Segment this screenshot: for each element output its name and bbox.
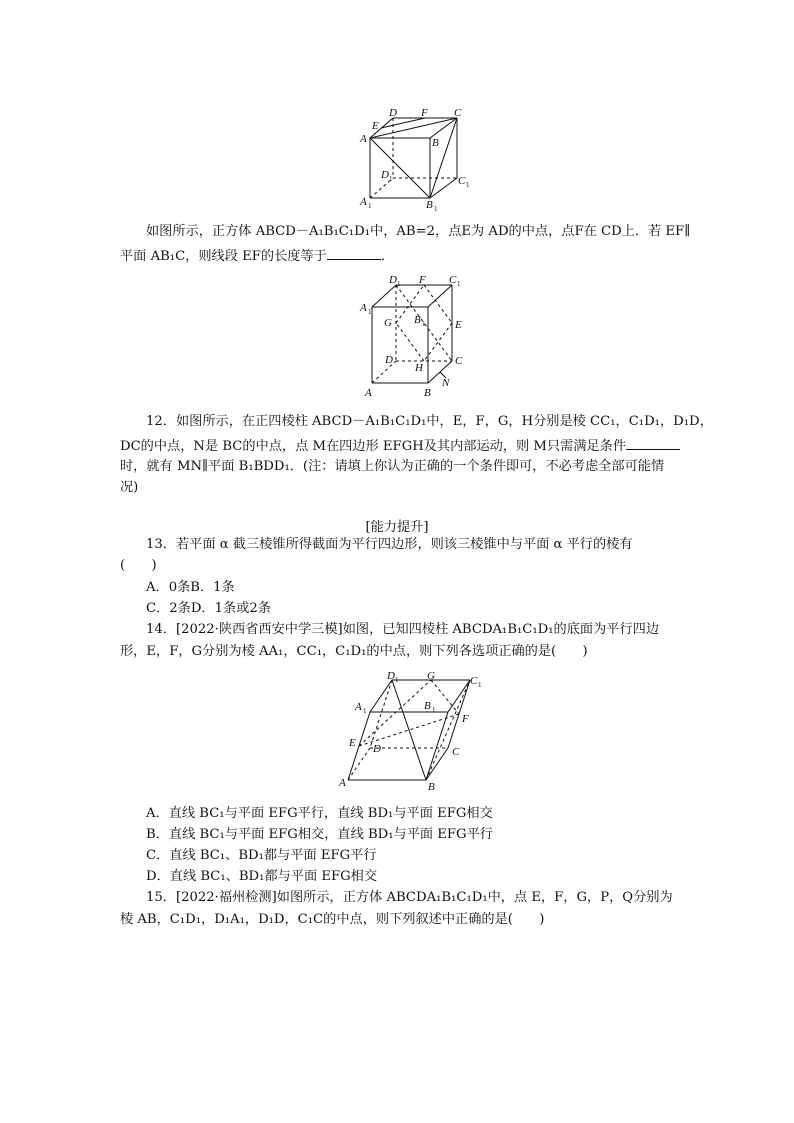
problem-11-line-2-end: ． — [380, 249, 395, 264]
label-H: H — [415, 362, 423, 374]
problem-11-line-2-text: 平面 AB₁C，则线段 EF的长度等于 — [120, 249, 327, 264]
label-C1-sub: 1 — [457, 280, 461, 288]
label-D: D — [385, 354, 393, 366]
label-D1: D — [381, 169, 389, 181]
label-F: F — [419, 274, 426, 286]
label-C: C — [455, 355, 463, 367]
label-C: C — [454, 107, 462, 119]
label-A1-sub: 1 — [368, 308, 372, 316]
label-B: B — [424, 387, 431, 399]
problem-11-line-1: 如图所示，正方体 ABCD－A₁B₁C₁D₁中，AB=2，点E为 AD的中点，点F在 CD上．若 EF∥ — [146, 224, 691, 239]
label-B1: B — [426, 199, 433, 211]
label-D1: D — [387, 670, 395, 682]
label-A: A — [339, 777, 346, 789]
label-F: F — [462, 713, 469, 725]
label-G: G — [427, 670, 435, 682]
section-heading: [能力提升] — [365, 520, 429, 535]
problem-15-line-1: 15．[2022·福州检测]如图所示，正方体 ABCDA₁B₁C₁D₁中，点 E，F，G，P，Q分别为 — [146, 890, 673, 905]
label-D: D — [373, 743, 381, 755]
problem-13-options-ab: A．0条B．1条 — [146, 580, 235, 595]
label-B: B — [432, 137, 439, 149]
label-A: A — [365, 387, 372, 399]
problem-12-line-2-text: DC的中点，N是 BC的中点，点 M在四边形 EFGH及其内部运动，则 M只需满足条件 — [120, 439, 627, 454]
label-D: D — [389, 107, 397, 119]
problem-12-line-4: 况) — [120, 480, 139, 495]
label-A1: A — [355, 701, 362, 713]
problem-13-line-2: ( ) — [120, 558, 157, 573]
label-C1-sub: 1 — [478, 681, 482, 689]
label-E: E — [372, 120, 379, 132]
problem-14-option-a: A．直线 BC₁与平面 EFG平行，直线 BD₁与平面 EFG相交 — [146, 806, 493, 821]
label-A: A — [360, 133, 367, 145]
problem-13-line-1: 13．若平面 α 截三棱锥所得截面为平行四边形，则该三棱锥中与平面 α 平行的棱有 — [146, 537, 633, 552]
problem-14-option-b: B．直线 BC₁与平面 EFG相交，直线 BD₁与平面 EFG平行 — [146, 827, 493, 842]
problem-12-line-1: 12．如图所示，在正四棱柱 ABCD－A₁B₁C₁D₁中，E，F，G，H分别是棱 CC₁，C₁D₁，D₁D， — [146, 414, 713, 429]
label-E: E — [349, 737, 356, 749]
label-G: G — [384, 317, 392, 329]
label-A1-sub: 1 — [368, 202, 372, 210]
label-D1-sub: 1 — [389, 175, 393, 183]
label-A1: A — [360, 302, 367, 314]
label-B1: B — [424, 700, 431, 712]
label-D1: D — [389, 274, 397, 286]
problem-14-option-c: C．直线 BC₁、BD₁都与平面 EFG平行 — [146, 848, 377, 863]
label-B1-sub: 1 — [422, 320, 426, 328]
problem-14-line-2: 形，E，F，G分别为棱 AA₁，CC₁，C₁D₁的中点，则下列各选项正确的是( ) — [120, 644, 588, 659]
label-B1: B — [414, 314, 421, 326]
label-F: F — [421, 107, 428, 119]
label-C: C — [452, 746, 460, 758]
label-C1: C — [449, 274, 457, 286]
label-A1: A — [360, 196, 367, 208]
label-C1: C — [458, 175, 466, 187]
problem-14-line-1: 14．[2022·陕西省西安中学三模]如图，已知四棱柱 ABCDA₁B₁C₁D₁的底面为平行四边 — [146, 622, 660, 637]
label-D1-sub: 1 — [397, 280, 401, 288]
problem-15-line-2: 棱 AB，C₁D₁，D₁A₁，D₁D，C₁C的中点，则下列叙述中正确的是( ) — [120, 912, 545, 927]
problem-14-option-d: D．直线 BC₁、BD₁都与平面 EFG相交 — [146, 869, 378, 884]
label-B: B — [428, 781, 435, 793]
problem-12-line-3: 时，就有 MN∥平面 B₁BDD₁．(注：请填上你认为正确的一个条件即可，不必考虑全部可能情 — [120, 459, 665, 474]
label-N: N — [442, 377, 450, 389]
label-B1-sub: 1 — [432, 706, 436, 714]
label-E: E — [455, 319, 462, 331]
label-D1-sub: 1 — [395, 676, 399, 684]
problem-13-options-cd: C．2条D．1条或2条 — [146, 601, 271, 616]
label-C1-sub: 1 — [466, 181, 470, 189]
label-C1: C — [470, 675, 478, 687]
label-B1-sub: 1 — [434, 205, 438, 213]
label-A1-sub: 1 — [363, 707, 367, 715]
parallelepiped-3-edges — [348, 680, 470, 780]
